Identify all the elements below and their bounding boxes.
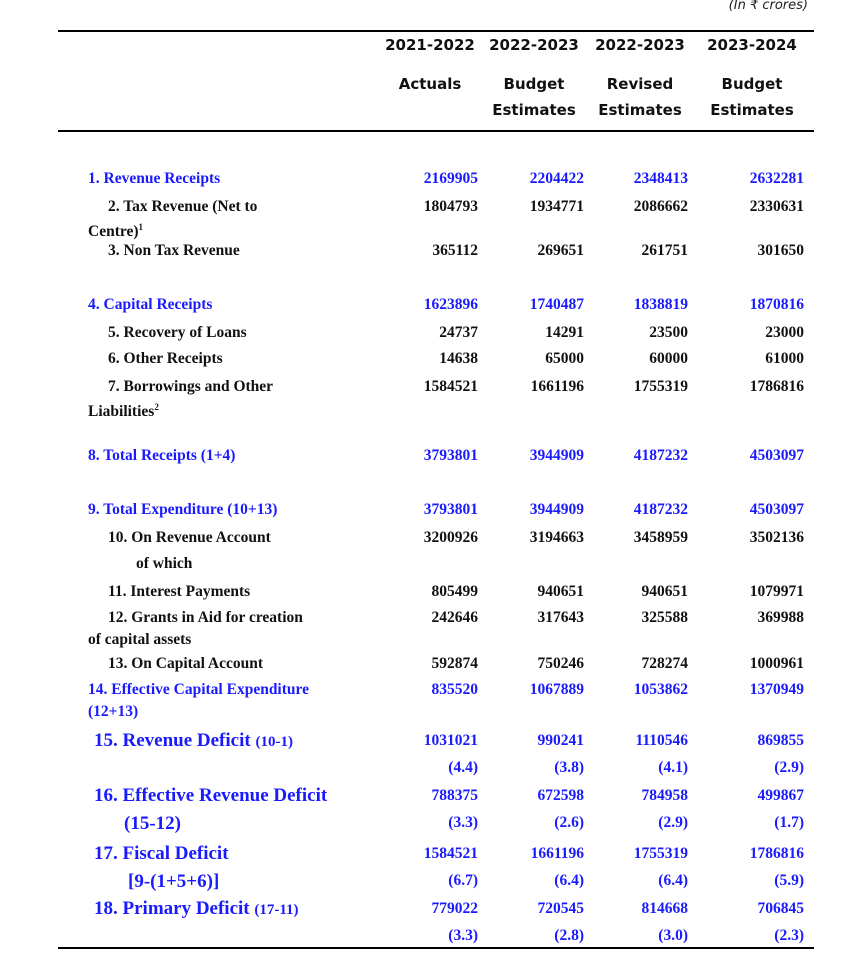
percent-cell: (1.7) xyxy=(774,814,804,831)
value-cell: 2330631 xyxy=(749,198,804,215)
value-cell: 369988 xyxy=(757,609,804,626)
percent-cell: (2.6) xyxy=(554,814,584,831)
value-cell: 3458959 xyxy=(633,529,688,546)
percent-cell: (6.4) xyxy=(658,872,688,889)
value-cell: 3944909 xyxy=(529,501,584,518)
value-cell: 1661196 xyxy=(530,845,584,862)
percent-cell: (6.4) xyxy=(554,872,584,889)
row-label: 18. Primary Deficit (17-11) xyxy=(94,898,299,919)
value-cell: 3944909 xyxy=(529,447,584,464)
percent-cell: (6.7) xyxy=(448,872,478,889)
row-label-line1: 10. On Revenue Account xyxy=(108,529,271,546)
row-label: 15. Revenue Deficit (10-1) xyxy=(94,730,293,751)
percent-cell: (3.8) xyxy=(554,759,584,776)
row-label: 8. Total Receipts (1+4) xyxy=(88,447,236,464)
value-cell: 728274 xyxy=(641,655,688,672)
value-cell: 61000 xyxy=(765,350,804,367)
value-cell: 2169905 xyxy=(423,170,478,187)
col3-year: 2022-2023 xyxy=(595,36,685,54)
row-label: 4. Capital Receipts xyxy=(88,296,213,313)
percent-cell: (3.3) xyxy=(448,814,478,831)
value-cell: 4187232 xyxy=(633,501,688,518)
value-cell: 1870816 xyxy=(749,296,804,313)
value-cell: 261751 xyxy=(641,242,688,259)
header-rule xyxy=(58,130,814,132)
row-label: 9. Total Expenditure (10+13) xyxy=(88,501,278,518)
value-cell: 4503097 xyxy=(749,501,804,518)
col4-year: 2023-2024 xyxy=(707,36,797,54)
col3-type-line1: Revised xyxy=(606,75,674,93)
value-cell: 869855 xyxy=(757,732,804,749)
value-cell: 365112 xyxy=(432,242,478,259)
col2-year: 2022-2023 xyxy=(489,36,579,54)
value-cell: 2086662 xyxy=(633,198,688,215)
row-label-line1: 7. Borrowings and Other xyxy=(108,378,274,395)
value-cell: 1755319 xyxy=(633,378,688,395)
col2-type-line1: Budget xyxy=(503,75,565,93)
value-cell: 499867 xyxy=(757,787,804,804)
row-label-line2: (12+13) xyxy=(88,703,139,720)
col4-type-line2: Estimates xyxy=(710,101,794,119)
value-cell: 3793801 xyxy=(423,501,478,518)
value-cell: 592874 xyxy=(431,655,478,672)
value-cell: 2204422 xyxy=(529,170,584,187)
col1-type: Actuals xyxy=(398,75,462,93)
value-cell: 65000 xyxy=(545,350,584,367)
row-label: 13. On Capital Account xyxy=(108,655,264,672)
value-cell: 990241 xyxy=(537,732,584,749)
value-cell: 1053862 xyxy=(633,681,688,698)
percent-cell: (2.8) xyxy=(554,927,584,944)
value-cell: 1804793 xyxy=(423,198,478,215)
value-cell: 1584521 xyxy=(423,378,478,395)
percent-cell: (2.9) xyxy=(774,759,804,776)
row-label-line1: 14. Effective Capital Expenditure xyxy=(88,681,310,698)
value-cell: 24737 xyxy=(439,324,478,341)
value-cell: 60000 xyxy=(649,350,688,367)
col1-year: 2021-2022 xyxy=(385,36,475,54)
row-label-line1: 12. Grants in Aid for creation xyxy=(108,609,303,626)
value-cell: 672598 xyxy=(537,787,584,804)
value-cell: 23000 xyxy=(765,324,804,341)
row-label: 11. Interest Payments xyxy=(108,583,251,600)
row-label-line2: of capital assets xyxy=(88,631,192,648)
value-cell: 269651 xyxy=(537,242,584,259)
percent-cell: (5.9) xyxy=(774,872,804,889)
value-cell: 1786816 xyxy=(749,378,804,395)
row-label-line2: Centre)$^1$ xyxy=(88,222,143,241)
value-cell: 3793801 xyxy=(423,447,478,464)
row-label-line2: of which xyxy=(136,555,193,572)
value-cell: 940651 xyxy=(537,583,584,600)
row-label-line2: [9-(1+5+6)] xyxy=(128,871,220,892)
value-cell: 805499 xyxy=(431,583,478,600)
bottom-rule xyxy=(58,947,814,949)
value-cell: 317643 xyxy=(537,609,584,626)
value-cell: 4503097 xyxy=(749,447,804,464)
value-cell: 720545 xyxy=(537,900,584,917)
value-cell: 3194663 xyxy=(529,529,584,546)
percent-cell: (2.9) xyxy=(658,814,688,831)
row-label: 6. Other Receipts xyxy=(108,350,223,367)
value-cell: 1934771 xyxy=(529,198,584,215)
value-cell: 814668 xyxy=(641,900,688,917)
value-cell: 2348413 xyxy=(633,170,688,187)
value-cell: 301650 xyxy=(757,242,804,259)
value-cell: 706845 xyxy=(757,900,804,917)
percent-cell: (3.3) xyxy=(448,927,478,944)
value-cell: 1031021 xyxy=(423,732,478,749)
col4-type-line1: Budget xyxy=(721,75,783,93)
value-cell: 779022 xyxy=(431,900,478,917)
percent-cell: (2.3) xyxy=(774,927,804,944)
footnote-marker: 2 xyxy=(154,402,159,412)
value-cell: 784958 xyxy=(641,787,688,804)
percent-cell: (3.0) xyxy=(658,927,688,944)
value-cell: 23500 xyxy=(649,324,688,341)
col3-type-line2: Estimates xyxy=(598,101,682,119)
value-cell: 750246 xyxy=(537,655,584,672)
value-cell: 1740487 xyxy=(529,296,584,313)
value-cell: 1110546 xyxy=(635,732,688,749)
row-label: 5. Recovery of Loans xyxy=(108,324,247,341)
col2-type-line2: Estimates xyxy=(492,101,576,119)
row-label-line1: 17. Fiscal Deficit xyxy=(94,843,229,864)
value-cell: 3502136 xyxy=(749,529,804,546)
value-cell: 14291 xyxy=(545,324,584,341)
value-cell: 2632281 xyxy=(749,170,804,187)
row-label: 1. Revenue Receipts xyxy=(88,170,221,187)
value-cell: 1067889 xyxy=(529,681,584,698)
value-cell: 1623896 xyxy=(423,296,478,313)
value-cell: 788375 xyxy=(431,787,478,804)
percent-cell: (4.1) xyxy=(658,759,688,776)
row-label-line1: 16. Effective Revenue Deficit xyxy=(94,785,328,806)
row-label-line2: (15-12) xyxy=(124,813,181,834)
value-cell: 3200926 xyxy=(423,529,478,546)
row-label-line2: Liabilities$^2$ xyxy=(88,402,159,421)
value-cell: 1661196 xyxy=(530,378,584,395)
row-label-line1: 2. Tax Revenue (Net to xyxy=(108,198,258,215)
top-rule xyxy=(58,30,814,32)
value-cell: 1584521 xyxy=(423,845,478,862)
value-cell: 325588 xyxy=(641,609,688,626)
unit-note: (In ₹ crores) xyxy=(728,0,808,13)
row-label: 3. Non Tax Revenue xyxy=(108,242,240,259)
footnote-marker: 1 xyxy=(138,222,143,232)
value-cell: 1000961 xyxy=(749,655,804,672)
value-cell: 1079971 xyxy=(749,583,804,600)
value-cell: 835520 xyxy=(431,681,478,698)
value-cell: 1786816 xyxy=(749,845,804,862)
value-cell: 1838819 xyxy=(633,296,688,313)
value-cell: 1755319 xyxy=(633,845,688,862)
value-cell: 14638 xyxy=(439,350,478,367)
percent-cell: (4.4) xyxy=(448,759,478,776)
value-cell: 1370949 xyxy=(749,681,804,698)
value-cell: 940651 xyxy=(641,583,688,600)
value-cell: 4187232 xyxy=(633,447,688,464)
value-cell: 242646 xyxy=(431,609,478,626)
